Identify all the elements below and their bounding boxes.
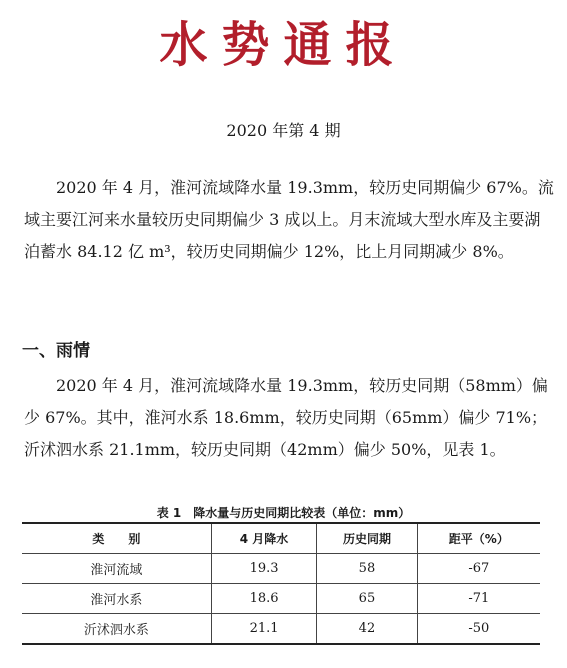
table-cell: 沂沭泗水系 [22, 614, 211, 645]
header-april-precip: 4 月降水 [211, 523, 316, 554]
section-heading-rainfall: 一、雨情 [22, 341, 90, 361]
header-category: 类 别 [22, 523, 211, 554]
table-cell: -67 [417, 554, 540, 584]
table-header-row [22, 523, 540, 554]
table-cell: 淮河水系 [22, 584, 211, 614]
table-cell: 65 [317, 584, 417, 614]
table-cell: 42 [317, 614, 417, 645]
table-cell: -71 [417, 584, 540, 614]
table-row [22, 614, 540, 645]
table-cell: 18.6 [211, 584, 316, 614]
header-historical: 历史同期 [317, 523, 417, 554]
issue-number: 2020 年第 4 期 [226, 121, 341, 140]
precipitation-table [22, 522, 540, 645]
summary-paragraph: 2020 年 4 月，淮河流域降水量 19.3mm，较历史同期偏少 67%。流域主要江河来水量较历史同期偏少 3 成以上。月末流域大型水库及主要湖泊蓄水 84.12 亿 m³，较历史同期偏少 12%，比上月同期减少 8%。 [24, 178, 554, 261]
table-row [22, 554, 540, 584]
document-title: 水势通报 [159, 17, 408, 73]
table-row [22, 584, 540, 614]
header-anomaly: 距平（%） [417, 523, 540, 554]
table-cell: 21.1 [211, 614, 316, 645]
table-caption: 表 1 降水量与历史同期比较表（单位：mm） [156, 506, 411, 520]
table-cell: 淮河流域 [22, 554, 211, 584]
table-cell: -50 [417, 614, 540, 645]
table-cell: 58 [317, 554, 417, 584]
table-cell: 19.3 [211, 554, 316, 584]
rainfall-paragraph: 2020 年 4 月，淮河流域降水量 19.3mm，较历史同期（58mm）偏少 67%。其中，淮河水系 18.6mm，较历史同期（65mm）偏少 71%；沂沭泗水系 21.1mm，较历史同期（42mm）偏少 50%，见表 1。 [24, 376, 548, 459]
